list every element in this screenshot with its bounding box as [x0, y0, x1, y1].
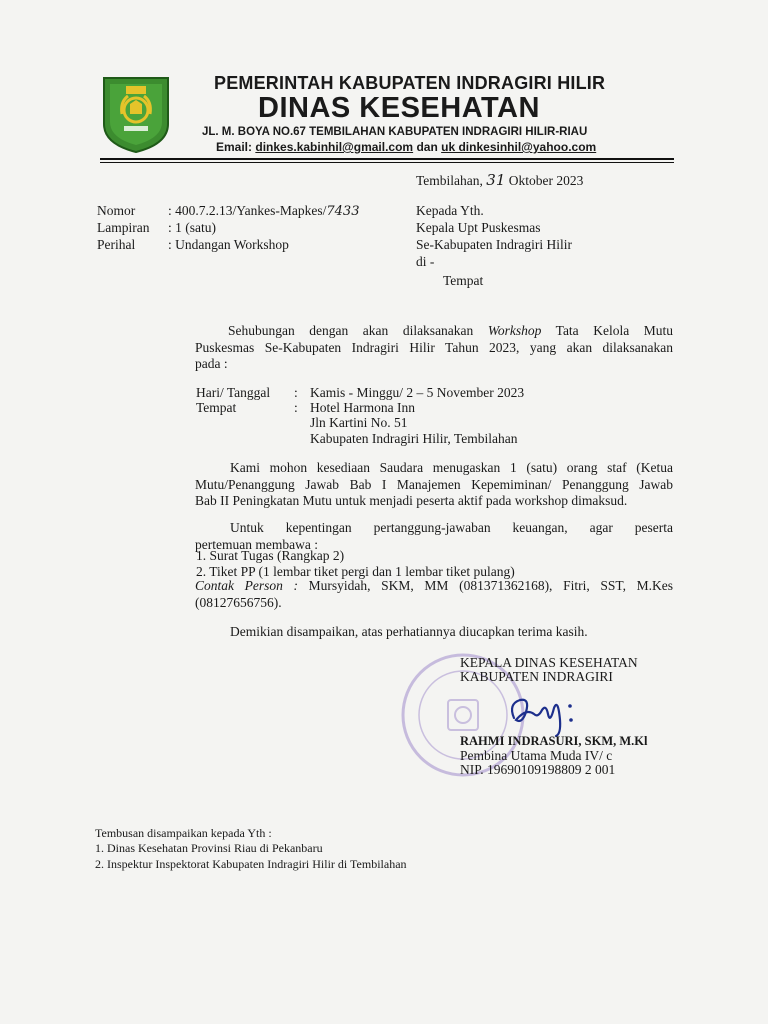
email-join: dan	[416, 140, 438, 154]
lampiran-label: Lampiran	[97, 220, 150, 235]
letterhead-agency: DINAS KESEHATAN	[258, 92, 540, 124]
letterhead-rule-thin	[100, 162, 674, 163]
list-item-1: 1. Surat Tugas (Rangkap 2)	[196, 548, 345, 563]
recipient-line-1: Kepada Yth.	[416, 203, 484, 218]
intro-text-b: Tata Kelola Mutu	[541, 323, 673, 338]
regency-coat-of-arms-icon	[100, 74, 172, 154]
recipient-line-3: Se-Kabupaten Indragiri Hilir	[416, 237, 572, 252]
signer-name: RAHMI INDRASURI, SKM, M.Kl	[460, 734, 648, 748]
recipient-line-2: Kepala Upt Puskesmas	[416, 220, 541, 235]
letterhead-government: PEMERINTAH KABUPATEN INDRAGIRI HILIR	[214, 73, 606, 93]
recipient-line-5: Tempat	[443, 273, 484, 288]
perihal-label: Perihal	[97, 237, 136, 252]
signer-nip: NIP. 19690109198809 2 001	[460, 762, 616, 777]
paragraph-request	[195, 460, 673, 510]
letterhead-address: JL. M. BOYA NO.67 TEMBILAHAN KABUPATEN INDRAGIRI HILIR-RIAU	[202, 126, 588, 138]
paragraph-intro-line-2: Puskesmas Se-Kabupaten Indragiri Hilir Tahun 2023, yang akan dilaksanakan	[195, 339, 673, 355]
date-place: Tembilahan,	[416, 173, 483, 188]
contact-label: Contak Person :	[195, 578, 299, 593]
contact-line-1	[195, 578, 673, 595]
contact-value: Mursyidah, SKM, MM (081371362168), Fitri, SST, M.Kes	[298, 578, 673, 593]
paragraph-finance-line-2: pertemuan membawa :	[195, 536, 318, 552]
list-item-2: 2. Tiket PP (1 lembar tiket pergi dan 1 lembar tiket pulang)	[196, 564, 515, 579]
tempat-colon: :	[294, 400, 298, 415]
paragraph-request-line-2: Mutu/Penanggung Jawab Bab I Manajemen Kepemiminan/ Penanggung Jawab	[195, 476, 673, 492]
perihal-value: : Undangan Workshop	[168, 237, 289, 252]
letter-date	[416, 172, 583, 189]
paragraph-intro-line-1	[195, 323, 673, 340]
tempat-label: Tempat	[196, 400, 237, 415]
date-month-year: Oktober 2023	[508, 173, 584, 188]
tempat-value-2: Jln Kartini No. 51	[310, 415, 408, 430]
closing-sentence: Demikian disampaikan, atas perhatiannya diucapkan terima kasih.	[230, 624, 588, 639]
letterhead-email	[216, 140, 596, 154]
signer-rank: Pembina Utama Muda IV/ c	[460, 748, 613, 763]
signer-title-2: KABUPATEN INDRAGIRI	[460, 669, 613, 684]
nomor-number: : 400.7.2.13/Yankes-Mapkes/	[168, 203, 327, 218]
nomor-label: Nomor	[97, 203, 136, 218]
hari-label: Hari/ Tanggal	[196, 385, 271, 400]
recipient-line-4: di -	[416, 254, 435, 269]
contact-person	[195, 578, 673, 611]
signer-title-1: KEPALA DINAS KESEHATAN	[460, 655, 638, 670]
email-link-1[interactable]: dinkes.kabinhil@gmail.com	[255, 140, 414, 154]
paragraph-request-line-3: Bab II Peningkatan Mutu untuk menjadi peserta aktif pada workshop dimaksud.	[195, 493, 628, 508]
email-link-2[interactable]: uk dinkesinhil@yahoo.com	[441, 140, 597, 154]
cc-title: Tembusan disampaikan kepada Yth :	[95, 826, 272, 840]
cc-item-1: 1. Dinas Kesehatan Provinsi Riau di Pekanbaru	[95, 841, 323, 855]
lampiran-value: : 1 (satu)	[168, 220, 216, 235]
nomor-handwritten: 7433	[326, 204, 360, 219]
paragraph-intro-line-3: pada :	[195, 356, 228, 371]
hari-value: Kamis - Minggu/ 2 – 5 November 2023	[310, 385, 525, 400]
cc-item-2: 2. Inspektur Inspektorat Kabupaten Indragiri Hilir di Tembilahan	[95, 857, 407, 871]
paragraph-intro	[195, 323, 673, 373]
contact-line-2: (08127656756).	[195, 594, 282, 610]
date-day-handwritten: 31	[486, 171, 506, 189]
nomor-value	[168, 202, 359, 220]
tempat-value-3: Kabupaten Indragiri Hilir, Tembilahan	[310, 431, 518, 446]
email-label: Email:	[216, 140, 253, 154]
letterhead-rule-thick	[100, 158, 674, 160]
paragraph-request-line-1: Kami mohon kesediaan Saudara menugaskan 1 (satu) orang staf (Ketua	[230, 460, 673, 475]
hari-colon: :	[294, 385, 298, 400]
tempat-value-1: Hotel Harmona Inn	[310, 400, 415, 415]
intro-italic: Workshop	[487, 323, 542, 338]
intro-text-a: Sehubungan dengan akan dilaksanakan	[228, 323, 488, 338]
paragraph-finance-line-1: Untuk kepentingan pertanggung-jawaban keuangan, agar peserta	[230, 520, 673, 535]
